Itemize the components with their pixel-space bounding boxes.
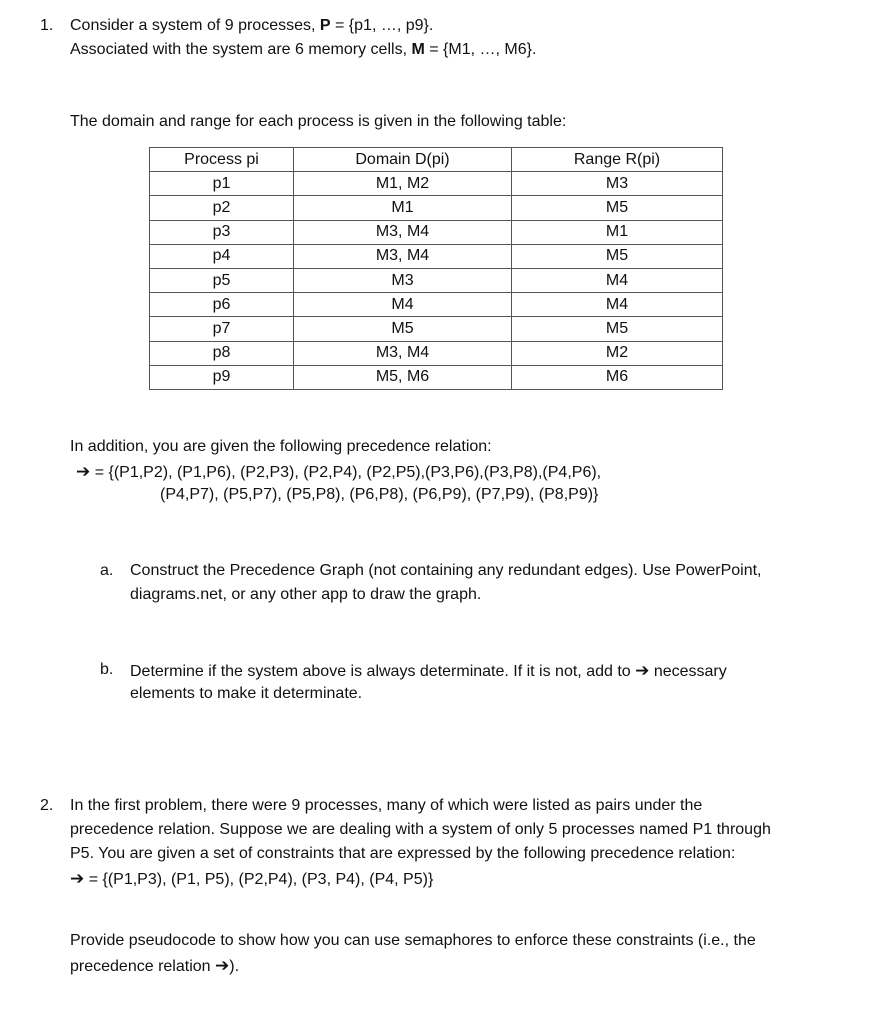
cell-process: p3 [150,220,294,244]
q1-line1-text: Consider a system of 9 processes, [70,17,320,34]
q2-relation-line [70,869,433,889]
precedence-arrow-icon: ➔ [76,462,91,481]
part-b-line1 [130,661,727,681]
cell-domain: M3 [294,268,512,292]
q1-number: 1. [40,17,54,34]
cell-range: M3 [512,172,723,196]
cell-domain: M1 [294,196,512,220]
cell-range: M5 [512,244,723,268]
q2-line5: Provide pseudocode to show how you can use semaphores to enforce these constraints (i.e., the [70,932,756,949]
table-row [150,268,723,292]
table-header-row [150,148,723,172]
table-row [150,341,723,365]
q2-relation-pairs: = {(P1,P3), (P1, P5), (P2,P4), (P3, P4), (P4, P5)} [84,871,434,888]
table-row [150,293,723,317]
table-row [150,172,723,196]
cell-process: p1 [150,172,294,196]
cell-process: p7 [150,317,294,341]
cell-process: p8 [150,341,294,365]
domain-range-table [149,147,723,390]
q2-line2: precedence relation. Suppose we are dealing with a system of only 5 processes named P1 through [70,821,771,838]
table-row [150,196,723,220]
cell-process: p2 [150,196,294,220]
precedence-relation-line2: (P4,P7), (P5,P7), (P5,P8), (P6,P8), (P6,P9), (P7,P9), (P8,P9)} [160,486,599,503]
part-b-text-end: necessary [649,663,727,680]
part-a-line2: diagrams.net, or any other app to draw the graph. [130,586,482,603]
table-row [150,220,723,244]
part-b-arrow-icon: ➔ [635,661,650,680]
set-m-symbol: M [411,41,425,58]
cell-process: p9 [150,365,294,389]
precedence-pairs-1: = {(P1,P2), (P1,P6), (P2,P3), (P2,P4), (P2,P5),(P3,P6),(P3,P8),(P4,P6), [90,464,602,481]
table-intro: The domain and range for each process is given in the following table: [70,113,567,130]
part-a-line1: Construct the Precedence Graph (not containing any redundant edges). Use PowerPoint, [130,562,762,579]
cell-domain: M3, M4 [294,244,512,268]
cell-domain: M1, M2 [294,172,512,196]
q2-line1: In the first problem, there were 9 processes, many of which were listed as pairs under the [70,797,703,814]
table-row [150,244,723,268]
table-row [150,365,723,389]
cell-domain: M5, M6 [294,365,512,389]
cell-process: p4 [150,244,294,268]
q2-line3: P5. You are given a set of constraints that are expressed by the following precedence relation: [70,845,736,862]
cell-domain: M5 [294,317,512,341]
cell-range: M6 [512,365,723,389]
q2-line6-arrow-icon: ➔ [214,956,230,975]
table-row [150,317,723,341]
cell-range: M5 [512,196,723,220]
header-domain: Domain D(pi) [294,148,512,172]
q1-line1-set: = {p1, …, p9}. [330,17,434,34]
cell-process: p6 [150,293,294,317]
cell-domain: M3, M4 [294,220,512,244]
q2-line6 [70,956,239,976]
precedence-relation-line1 [76,462,601,482]
part-b-label: b. [100,661,114,678]
part-b-text: Determine if the system above is always determinate. If it is not, add to [130,663,636,680]
header-process: Process pi [150,148,294,172]
part-a-label: a. [100,562,114,579]
cell-range: M5 [512,317,723,341]
cell-range: M1 [512,220,723,244]
cell-domain: M3, M4 [294,341,512,365]
q2-arrow-icon: ➔ [70,869,85,888]
header-range: Range R(pi) [512,148,723,172]
cell-domain: M4 [294,293,512,317]
q2-line6-text: precedence relation [70,958,215,975]
cell-range: M4 [512,268,723,292]
cell-range: M2 [512,341,723,365]
q2-line6-end: ). [229,958,240,975]
part-b-line2: elements to make it determinate. [130,685,363,702]
set-p-symbol: P [319,17,331,34]
q1-line2-text: Associated with the system are 6 memory cells, [70,41,412,58]
cell-range: M4 [512,293,723,317]
q2-number: 2. [40,797,54,814]
q1-line2-set: = {M1, …, M6}. [424,41,537,58]
q1-memory-line [70,41,536,59]
q1-processes-line [70,17,433,35]
cell-process: p5 [150,268,294,292]
precedence-intro: In addition, you are given the following precedence relation: [70,438,492,455]
